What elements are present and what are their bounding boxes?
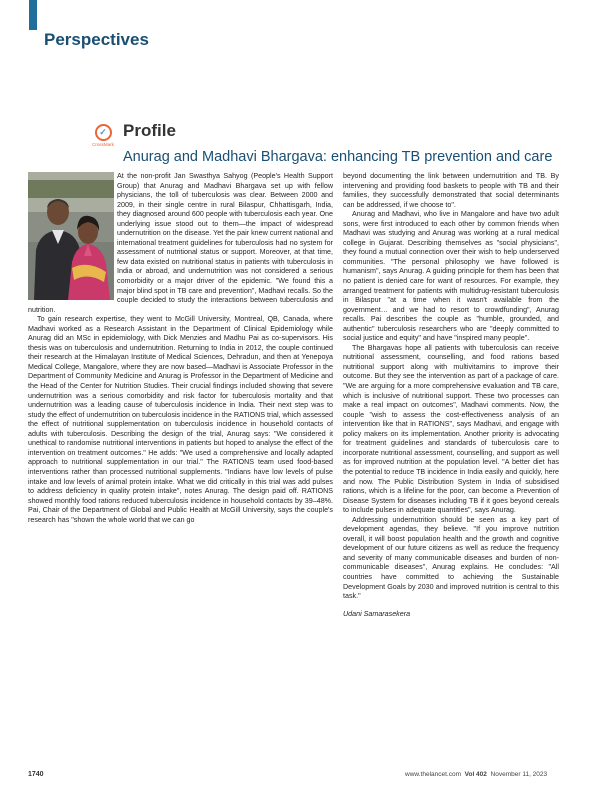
body-paragraph: The Bhargavas hope all patients with tuberculosis can receive nutritional assessment, counselling, and food rations based nutritional support along with multivitamins to improve their outcome. But they see the intervention as part of a package of care. "We are arguing for a more comprehensive evaluation and TB care, which is inclusive of nutritional support. These two processes can make a real impact on outcomes", Madhavi comments. Now, the couple "wish to assess the cost-effectiveness analysis of an intervention like that in RATIONS", says Madhavi, and engage with policy makers on its implementation. Another priority is advocating for treatment guidelines and standards of tuberculosis care to incorporate nutritional assessment, counselling, and support as well as for improved nutrition at the population level. "A better diet has the potential to reduce TB incidence in India easily and quickly, here and now. The Public Distribution System in India of subsidised rations, which is a lifeline for the poor, can become a Prevention of Disease System for diseases including TB if it goes beyond cereals to include pulses in adequate quantities", says Anurag. [343, 343, 559, 515]
journal-footer [405, 771, 547, 778]
author-byline: Udani Samarasekera [343, 609, 411, 618]
section-label: Perspectives [44, 30, 149, 49]
article-type: Profile [123, 121, 176, 140]
journal-site: www.thelancet.com [405, 771, 461, 778]
body-paragraph: Anurag and Madhavi, who live in Mangalore and have two adult sons, were first introduced to each other by common friends when Madhavi was studying and Anurag was working at a rural medical college in Gujarat. Describing themselves as "social physicians", they found a mutual connection over their wish to help underserved communities. "The personal philosophy we have followed is humanism", says Anurag. A guiding principle for them has been that no patient is denied care for want of resources. For example, they arranged treatment for patients with multidrug-resistant tuberculosis in Bilaspur "at a time when it wasn't available from the government… and we had to resort to crowdfunding", Anurag recalls. Pai describes the couple as "humble, grounded, and authentic" tuberculosis researchers who are "deeply committed to social justice and equity" and have "inspired many people". [343, 210, 559, 343]
body-paragraph: To gain research expertise, they went to McGill University, Montreal, QB, Canada, where Madhavi worked as a Research Assistant in the Department of Clinical Epidemiology while Anurag did an MSc in epidemiology, with Dick Menzies and Madhu Pai as co-supervisors. His thesis was on tuberculosis and undernutrition. Returning to India in 2012, the couple continued their research at the Himalayan Institute of Medical Sciences, Dehradun, and then at Yenepoya Medical College, Mangalore, where they are now based—Madhavi is Associate Professor in the Department of Community Medicine and Anurag is Professor in the Department of Medicine and the Head of the Center for Nutrition Studies. Their crucial findings included showing that severe undernutrition was a serious comorbidity and risk factor for tuberculosis mortality and that undernutrition was a leading cause of tuberculosis incidence in India. Their next step was to study the effect of undernutrition on tuberculosis incidence in the RATIONS trial, which assessed the effect of nutritional supplementation on tuberculosis incidence in household contacts of adults with tuberculosis. Describing the design of the trial, Anurag says: "We considered it unethical to randomise nutritional interventions in patients but hoped to analyse the effect of the intervention on treatment outcomes." He adds: "We used a comprehensive and locally adapted approach to nutritional supplementation in our trial." The RATIONS team used food-based interventions rather than processed nutritional supplements. "Indians have low levels of pulse intake and low levels of animal protein intake. What we did critically in this trial was add pulses to address deficiency in quality protein intake", notes Anurag. The design paid off. RATIONS showed monthly food rations reduced tuberculosis incidence in household contacts by 39–48%. Pai, Chair of the Department of Global and Public Health at McGill University, says the couple's research has "shown the whole world that we can go [28, 315, 333, 524]
crossmark-logo[interactable] [91, 124, 115, 154]
body-paragraph: beyond documenting the link between undernutrition and TB. By intervening and providing food baskets to people with TB and their families, they successfully demonstrated that social determinants can be addressed, if we choose to". [343, 172, 559, 209]
section-color-bar [29, 0, 37, 30]
crossmark-label: CrossMark [92, 142, 114, 147]
photo-wrap-spacer [28, 172, 117, 300]
body-column-right [343, 172, 559, 619]
body-column-left [28, 172, 333, 525]
article-title: Anurag and Madhavi Bhargava: enhancing TB prevention and care [123, 149, 553, 165]
issue-date: November 11, 2023 [490, 771, 548, 778]
page-number: 1740 [28, 771, 44, 778]
crossmark-icon: ✓ [95, 124, 112, 141]
journal-volume: Vol 402 [464, 771, 487, 778]
body-paragraph: Addressing undernutrition should be seen as a key part of development agendas, they believe. "If you improve nutrition overall, it will boost population health and the growth and cognitive development of our future citizens as well as reduce the frequency and severity of many communicable diseases and burden of non-communicable diseases", Anurag explains. He concludes: "All countries have committed to achieving the Sustainable Development Goals by 2030 and improved nutrition is central to this task." [343, 515, 559, 601]
body-paragraph: At the non-profit Jan Swasthya Sahyog (People's Health Support Group) that Anurag and Madhavi Bhargava set up with fellow physicians, the toll of tuberculosis was clear. Between 2000 and 2009, in their single centre in rural Bilaspur, Chhattisgarh, India, they diagnosed around 600 people with tuberculosis each year. One underlying issue stood out to them—the impact of widespread undernutrition on the disease. Yet the pair knew current national and international treatment guidelines for tuberculosis had no system for assessment of nutritional status or support. Moreover, at that time, few data existed on nutritional status in patients with tuberculosis in India or abroad, and undernutrition was not considered a serious comorbidity or a major driver of the epidemic. "We found this a major blind spot in TB care and prevention", Madhavi recalls. So the couple decided to study the interactions between tuberculosis and nutrition. [28, 172, 333, 314]
